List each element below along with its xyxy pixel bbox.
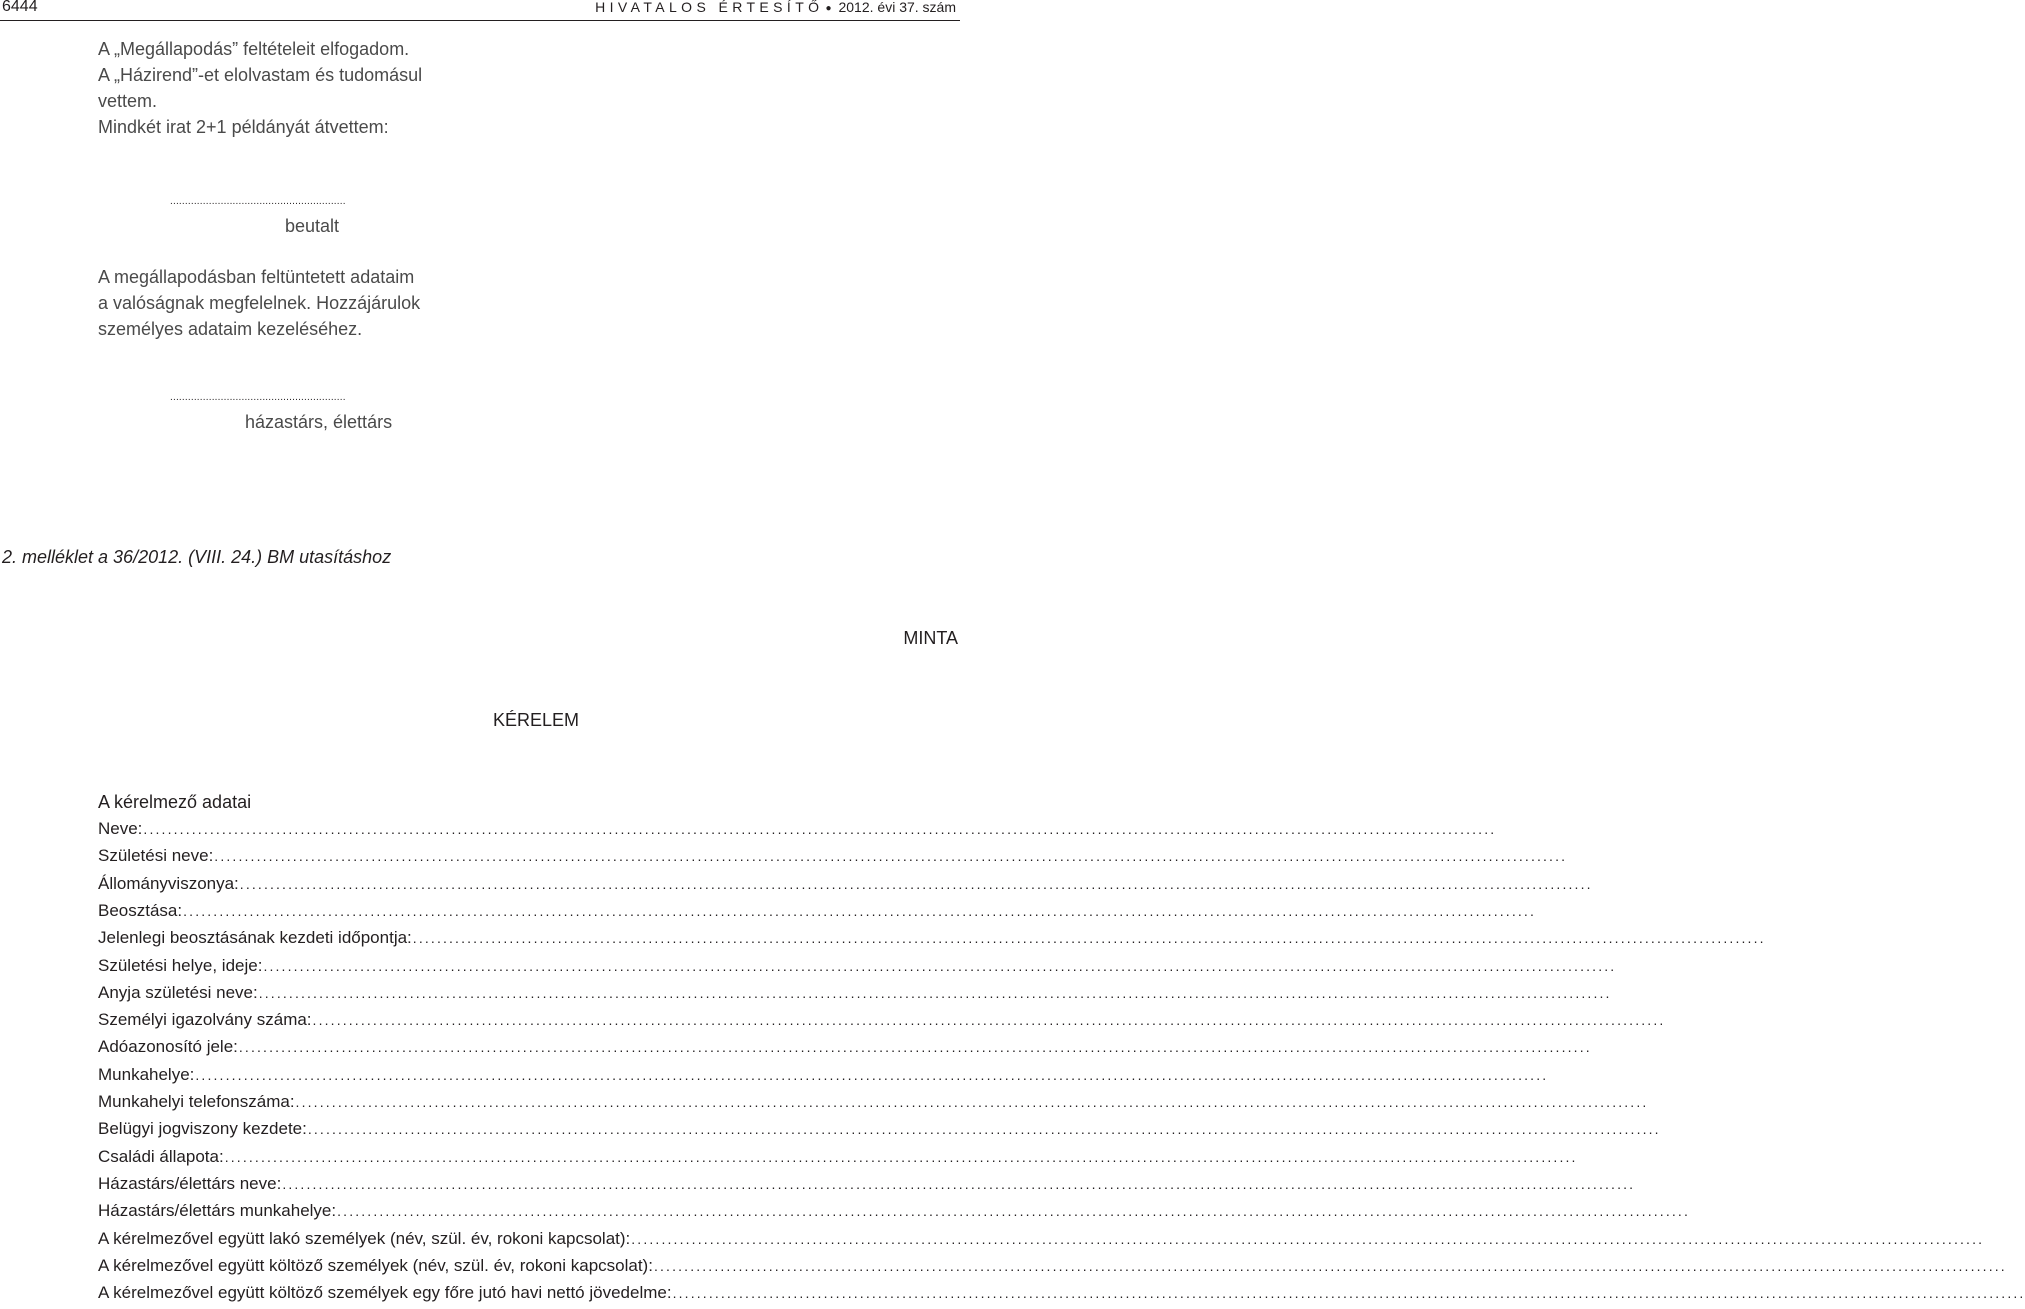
journal-issue: 2012. évi 37. szám [838,0,956,15]
form-field-row [98,1283,2025,1309]
signature-caption: beutalt [285,216,340,236]
form-field-blank[interactable]: ................................................................................................................................................................................................................................ [224,1148,1578,1165]
form-field-row [98,900,1536,927]
form-field-blank[interactable]: ................................................................................................................................................................................................................................ [412,930,1766,947]
form-field-label: Jelenlegi beosztásának kezdeti időpontja: [98,928,412,948]
form-field-blank[interactable]: ................................................................................................................................................................................................................................ [143,821,1497,837]
form-field-label: A kérelmezővel együtt költöző személyek egy főre jutó havi nettó jövedelme: [98,1283,672,1303]
form-field-row [98,982,1612,1009]
signature-line: ........................................................... [170,196,346,207]
journal-header [595,0,956,15]
form-field-blank[interactable]: ................................................................................................................................................................................................................................ [239,875,1593,892]
form-field-blank[interactable]: ................................................................................................................................................................................................................................ [214,848,1568,865]
form-field-blank[interactable]: ................................................................................................................................................................................................................................ [653,1257,2007,1274]
statement-line: A „Megállapodás” feltételeit elfogadom. [98,39,410,59]
form-field-label: Anyja születési neve: [98,982,258,1002]
form-field-row [98,1255,2007,1282]
form-field-blank[interactable]: ................................................................................................................................................................................................................................ [195,1066,1549,1083]
journal-name: HIVATALOS ÉRTESÍTŐ [595,0,824,15]
statement-line: a valóságnak megfelelnek. Hozzájárulok [98,293,421,313]
form-field-blank[interactable]: ................................................................................................................................................................................................................................ [282,1175,1636,1192]
form-field-label: Házastárs/élettárs neve: [98,1173,282,1193]
statement-line: Mindkét irat 2+1 példányát átvettem: [98,117,389,137]
form-field-label: Adóazonosító jele: [98,1037,238,1057]
section-title: A kérelmező adatai [98,792,252,812]
form-field-row [98,928,1766,954]
form-field-label: Beosztása: [98,900,183,920]
form-field-label: Családi állapota: [98,1146,224,1166]
form-field-label: Neve: [98,819,143,838]
statement-line: A megállapodásban feltüntetett adataim [98,267,415,287]
minta-label: MINTA [903,628,958,648]
form-field-row [98,1037,1592,1063]
form-field-row [98,1146,1578,1173]
form-field-row [98,955,1617,982]
form-field-blank[interactable]: ................................................................................................................................................................................................................................ [337,1203,1690,1220]
form-field-label: Munkahelyi telefonszáma: [98,1092,295,1111]
form-field-blank[interactable]: ................................................................................................................................................................................................................................ [312,1012,1666,1029]
statement-line: vettem. [98,91,158,111]
form-field-label: Személyi igazolvány száma: [98,1010,312,1030]
signature-line: ........................................................... [170,392,346,403]
form-field-row [98,1064,1549,1091]
signature-caption: házastárs, élettárs [245,412,393,432]
form-field-row [98,846,1568,872]
form-field-blank[interactable]: ................................................................................................................................................................................................................................ [258,984,1612,1001]
header-rule [0,20,960,21]
form-field-blank[interactable]: ................................................................................................................................................................................................................................ [295,1094,1649,1110]
form-field-label: Állományviszonya: [98,873,239,893]
form-field-row [98,1201,1690,1227]
form-field-row [98,873,1593,900]
form-field-blank[interactable]: ................................................................................................................................................................................................................................ [672,1285,2025,1302]
bullet-icon: ● [825,3,832,14]
form-field-blank[interactable]: ................................................................................................................................................................................................................................ [238,1039,1592,1056]
form-field-label: Belügyi jogviszony kezdete: [98,1119,307,1139]
form-field-blank[interactable]: ................................................................................................................................................................................................................................ [307,1121,1661,1138]
form-field-blank[interactable]: ................................................................................................................................................................................................................................ [183,902,1536,919]
form-title: KÉRELEM [493,710,580,730]
form-field-row [98,1228,1985,1255]
annex-title: 2. melléklet a 36/2012. (VIII. 24.) BM utasításhoz [2,547,392,567]
form-field-label: Születési neve: [98,846,214,866]
form-field-blank[interactable]: ................................................................................................................................................................................................................................ [631,1230,1985,1247]
form-field-row [98,1119,1661,1145]
form-field-row [98,1092,1649,1118]
page-number: 6444 [2,0,38,15]
statement-line: személyes adataim kezeléséhez. [98,319,363,339]
form-field-label: Házastárs/élettárs munkahelye: [98,1201,337,1221]
form-field-label: A kérelmezővel együtt lakó személyek (név, szül. év, rokoni kapcsolat): [98,1228,631,1248]
form-field-row [98,819,1497,845]
form-field-label: A kérelmezővel együtt költöző személyek (név, szül. év, rokoni kapcsolat): [98,1255,653,1275]
form-field-label: Munkahelye: [98,1064,195,1084]
statement-line: A „Házirend”-et elolvastam és tudomásul [98,65,423,85]
form-field-row [98,1010,1666,1036]
form-field-blank[interactable]: ................................................................................................................................................................................................................................ [263,957,1617,974]
form-field-label: Születési helye, ideje: [98,955,263,975]
form-field-row [98,1173,1636,1200]
